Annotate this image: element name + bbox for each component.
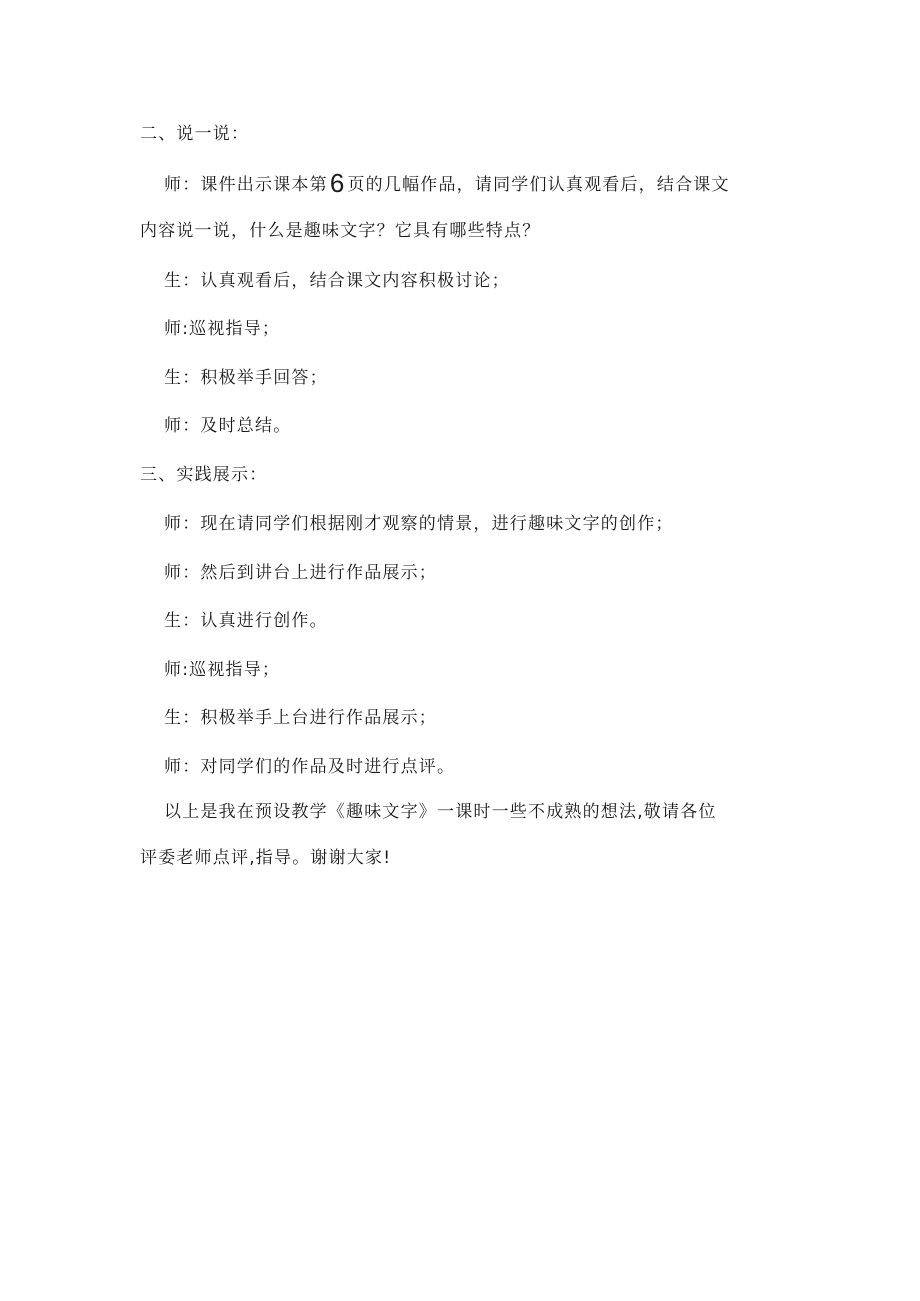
dialogue-line: 师:巡视指导； bbox=[164, 660, 281, 680]
paragraph-1-line-2: 内容说一说，什么是趣味文字？它具有哪些特点？ bbox=[140, 221, 541, 241]
dialogue-line: 生：积极举手回答； bbox=[164, 368, 328, 388]
dialogue-line: 师：及时总结。 bbox=[164, 416, 292, 436]
paragraph-1-line-1 bbox=[164, 168, 730, 198]
dialogue-line: 生：认真观看后，结合课文内容积极讨论； bbox=[164, 271, 510, 291]
page-number: 6 bbox=[329, 168, 346, 198]
section-heading-3: 三、实践展示： bbox=[140, 465, 268, 485]
closing-line-1: 以上是我在预设教学《趣味文字》一课时一些不成熟的想法,敬请各位 bbox=[164, 802, 717, 822]
dialogue-line: 师：现在请同学们根据刚才观察的情景，进行趣味文字的创作； bbox=[164, 514, 674, 534]
dialogue-line: 师：对同学们的作品及时进行点评。 bbox=[164, 757, 456, 777]
section-heading-2: 二、说一说： bbox=[140, 124, 250, 144]
dialogue-line: 师:巡视指导； bbox=[164, 319, 281, 339]
paragraph-1-text-b: 页的几幅作品，请同学们认真观看后，结合课文 bbox=[347, 175, 730, 195]
dialogue-line: 生：积极举手上台进行作品展示； bbox=[164, 708, 437, 728]
dialogue-line: 师：然后到讲台上进行作品展示； bbox=[164, 563, 437, 583]
paragraph-1-text-a: 师：课件出示课本第 bbox=[164, 175, 328, 195]
closing-line-2: 评委老师点评,指导。谢谢大家! bbox=[140, 848, 392, 868]
dialogue-line: 生：认真进行创作。 bbox=[164, 611, 328, 631]
